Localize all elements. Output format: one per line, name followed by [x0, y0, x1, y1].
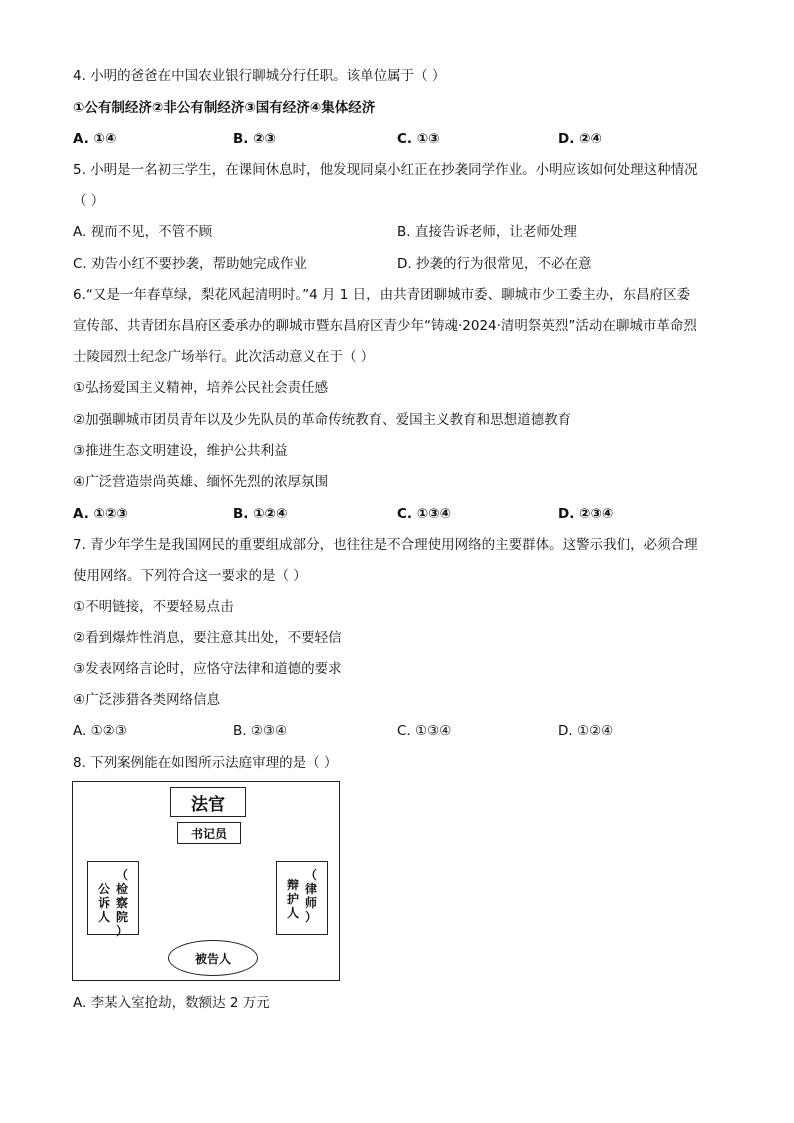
courtroom-diagram [72, 781, 340, 981]
prosecutor-label-char: 公 [97, 882, 110, 896]
q7-item-4: ④广泛涉猎各类网络信息 [73, 692, 221, 708]
q4-option-c[interactable]: C. ①③ [397, 131, 440, 147]
q7-item-1: ①不明链接，不要轻易点击 [73, 599, 234, 615]
prosecutor-note-char: 察 [116, 896, 129, 910]
q4-option-b[interactable]: B. ②③ [233, 131, 276, 147]
q7-option-a[interactable]: A. ①②③ [73, 723, 127, 739]
q7-item-2: ②看到爆炸性消息，要注意其出处，不要轻信 [73, 630, 342, 646]
prosecutor-label-char: 人 [97, 910, 110, 924]
prosecutor-note [116, 868, 129, 938]
defender-note-char: ） [305, 910, 318, 924]
q6-stem-line-3: 士陵园烈士纪念广场举行。此次活动意义在于（ ） [73, 349, 375, 365]
defendant-ellipse: 被告人 [168, 940, 258, 976]
q8-stem: 8. 下列案例能在如图所示法庭审理的是（ ） [73, 755, 338, 771]
q5-option-d[interactable]: D. 抄袭的行为很常见，不必在意 [397, 256, 592, 272]
q8-option-a[interactable]: A. 李某入室抢劫，数额达 2 万元 [73, 995, 270, 1011]
q6-item-3: ③推进生态文明建设，维护公共利益 [73, 443, 288, 459]
q7-stem-line-2: 使用网络。下列符合这一要求的是（ ） [73, 568, 307, 584]
defender-note-char: 律 [305, 882, 318, 896]
defender-box [276, 861, 328, 935]
q7-option-b[interactable]: B. ②③④ [233, 723, 288, 739]
q5-stem: 5. 小明是一名初三学生，在课间休息时，他发现同桌小红正在抄袭同学作业。小明应该如何处理这种情况 [73, 162, 698, 178]
prosecutor-note-char: 检 [116, 882, 129, 896]
prosecutor-note-char: ） [116, 924, 129, 938]
defender-label-char: 辩 [286, 878, 299, 892]
defender-note [305, 868, 317, 934]
defender-label-char: 护 [286, 892, 299, 906]
q5-option-a[interactable]: A. 视而不见，不管不顾 [73, 224, 213, 240]
prosecutor-label-char: 诉 [97, 896, 110, 910]
defender-label [287, 868, 299, 934]
defender-note-char: （ [305, 868, 318, 882]
prosecutor-note-char: 院 [116, 910, 129, 924]
defender-note-char: 师 [305, 896, 318, 910]
q5-option-c[interactable]: C. 劝告小红不要抄袭，帮助她完成作业 [73, 256, 308, 272]
q7-option-d[interactable]: D. ①②④ [558, 723, 614, 739]
q6-stem-line-1: 6.“又是一年春草绿，梨花风起清明时。”4 月 1 日，由共青团聊城市委、聊城市少工委主办，东昌府区委 [73, 287, 691, 303]
q4-option-a[interactable]: A. ①④ [73, 131, 117, 147]
q6-option-a[interactable]: A. ①②③ [73, 506, 128, 522]
q6-item-1: ①弘扬爱国主义精神，培养公民社会责任感 [73, 380, 329, 396]
prosecutor-label [98, 868, 110, 934]
q7-stem-line-1: 7. 青少年学生是我国网民的重要组成部分，也往往是不合理使用网络的主要群体。这警示我们，必须合理 [73, 537, 698, 553]
q5-option-b[interactable]: B. 直接告诉老师，让老师处理 [397, 224, 577, 240]
q4-items: ①公有制经济②非公有制经济③国有经济④集体经济 [73, 100, 376, 116]
q7-item-3: ③发表网络言论时，应恪守法律和道德的要求 [73, 661, 342, 677]
prosecutor-note-char: （ [116, 868, 129, 882]
q7-option-c[interactable]: C. ①③④ [397, 723, 452, 739]
clerk-box: 书记员 [177, 822, 241, 844]
q6-option-c[interactable]: C. ①③④ [397, 506, 452, 522]
q6-item-4: ④广泛营造崇尚英雄、缅怀先烈的浓厚氛围 [73, 474, 329, 490]
q6-item-2: ②加强聊城市团员青年以及少先队员的革命传统教育、爱国主义教育和思想道德教育 [73, 412, 572, 428]
q4-stem: 4. 小明的爸爸在中国农业银行聊城分行任职。该单位属于（ ） [73, 68, 446, 84]
q5-stem-cont: （ ） [73, 193, 105, 209]
defender-label-char: 人 [286, 906, 299, 920]
judge-box: 法官 [170, 787, 246, 817]
q6-option-b[interactable]: B. ①②④ [233, 506, 288, 522]
q6-stem-line-2: 宣传部、共青团东昌府区委承办的聊城市暨东昌府区青少年“铸魂·2024·清明祭英烈”活动在聊城市革命烈 [73, 318, 697, 334]
q6-option-d[interactable]: D. ②③④ [558, 506, 614, 522]
q4-option-d[interactable]: D. ②④ [558, 131, 602, 147]
prosecutor-box [87, 861, 139, 938]
